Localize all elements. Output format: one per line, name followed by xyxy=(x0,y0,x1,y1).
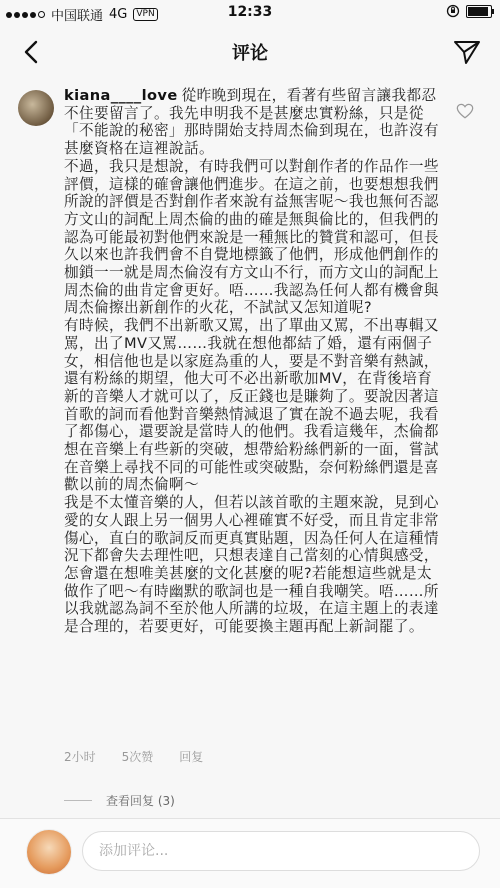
comment-meta xyxy=(64,748,203,765)
comment-input[interactable] xyxy=(82,831,480,871)
replies-divider-line xyxy=(64,800,92,801)
battery-icon xyxy=(466,5,492,18)
page-title: 评论 xyxy=(232,43,268,64)
comment-time: 2小时 xyxy=(64,750,96,764)
carrier-name: 中国联通 xyxy=(51,9,104,24)
comment-input-bar xyxy=(0,819,500,888)
comment-paragraph xyxy=(64,87,446,158)
vpn-badge: VPN xyxy=(133,8,157,21)
like-count[interactable]: 5次赞 xyxy=(121,750,154,764)
comment-paragraph: 有時候，我們不出新歌又罵，出了單曲又罵，不出專輯又罵，出了MV又罵……我就在想他都結了婚，還有兩個子女，相信他也是以家庭為重的人，要是不對音樂有熱誠，還有粉絲的期望，他大可不必出新歌加MV，在背後培育新的音樂人才就可以了，反正錢也是賺夠了。要說因著這首歌的詞而看他對音樂熱情減退了實在說不過去呢，我看了都傷心，還要說是當時人的他們。我看這幾年，杰倫都想在音樂上有些新的突破，想帶給粉絲們新的一面，嘗試在音樂上尋找不同的可能性或突破點，奈何粉絲們還是喜歡以前的周杰倫啊～ xyxy=(64,317,439,494)
commenter-username[interactable]: kiana____love xyxy=(64,87,178,104)
comment-paragraph: 我是不太懂音樂的人，但若以該首歌的主題來說，見到心愛的女人跟上另一個男人心裡確實不好受，而且肯定非常傷心，直白的歌詞反而更真實貼題，因為任何人在這種情況下都會失去理性吧，只想表達自己當刻的心情與感受，怎會還在想唯美甚麼的文化甚麼的呢?若能想這些就是太做作了吧～有時幽默的歌詞也是一種自我嘲笑。唔……所以我就認為詞不至於他人所講的垃圾，在這主題上的表達是合理的，若要更好，可能要換主題再配上新詞罷了。 xyxy=(64,494,439,636)
comment-body xyxy=(64,87,446,636)
network-type: 4G xyxy=(109,7,128,22)
comment-text: 從昨晚到現在，看著有些留言讓我都忍不住要留言了。我先申明我不是甚麼忠實粉絲，只是從「不能說的秘密」那時開始支持周杰倫到現在，也許沒有甚麼資格在這裡說話。 xyxy=(64,87,439,158)
current-user-avatar xyxy=(26,829,72,875)
paper-plane-icon[interactable] xyxy=(452,38,482,66)
heart-icon[interactable] xyxy=(456,102,474,120)
view-replies-label: 查看回复 (3) xyxy=(106,794,175,808)
orientation-lock-icon xyxy=(446,4,460,18)
reply-button[interactable]: 回复 xyxy=(179,750,204,764)
status-bar xyxy=(0,0,500,26)
nav-bar xyxy=(0,26,500,78)
status-time: 12:33 xyxy=(227,4,273,20)
status-right xyxy=(446,4,492,18)
commenter-avatar[interactable] xyxy=(18,90,54,126)
view-replies-link[interactable] xyxy=(64,792,175,809)
comment-paragraph: 不過，我只是想說，有時我們可以對創作者的作品作一些評價，這樣的確會讓他們進步。在這之前，也要想想我們所說的評價是否對創作者來說有益無害呢～我也無何否認方文山的詞配上周杰倫的曲的確是無與倫比的，但我們的認為可能最初對他們來說是一種無比的贊賞和認可，但長久以來也許我們會不自覺地標籤了他們，形成他們創作的枷鎖一一就是周杰倫沒有方文山不行，而方文山的詞配上周杰倫的曲肯定會更好。唔……我認為任何人都有機會與周杰倫擦出新創作的火花，不試試又怎知道呢? xyxy=(64,157,439,317)
